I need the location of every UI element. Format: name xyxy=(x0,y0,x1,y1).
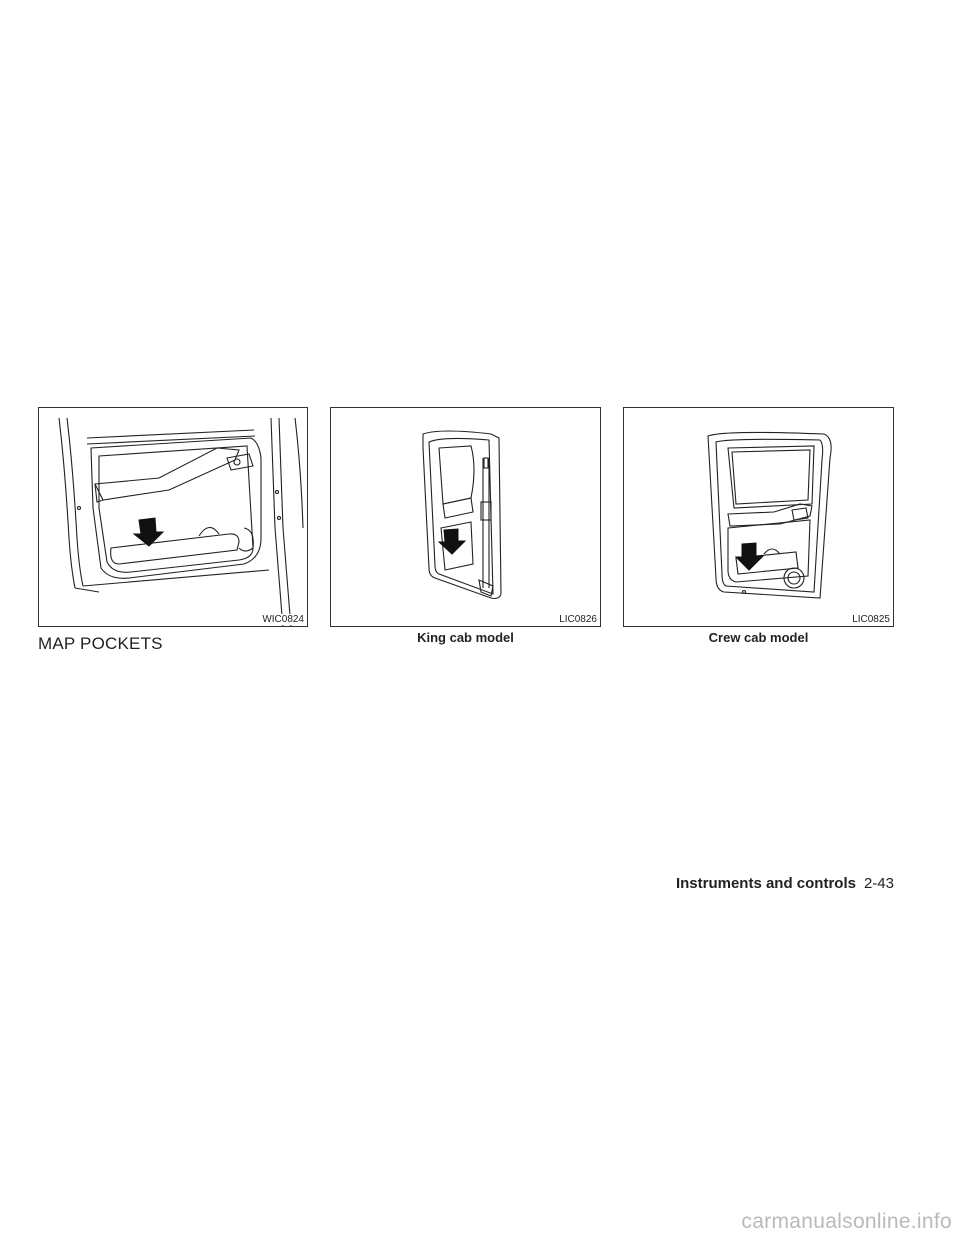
king-cab-door-illustration xyxy=(331,408,601,627)
figure-king-cab xyxy=(330,407,601,627)
footer-section-title: Instruments and controls xyxy=(675,875,856,892)
watermark: carmanualsonline.info xyxy=(741,1210,952,1233)
page-footer xyxy=(676,875,894,892)
page-number: 2-43 xyxy=(863,875,894,892)
figure-crew-cab xyxy=(623,407,894,627)
figure-caption-king-cab: King cab model xyxy=(417,630,514,645)
figure-code: LIC0826 xyxy=(559,614,597,625)
figure-caption-crew-cab: Crew cab model xyxy=(708,630,809,645)
figure-code: WIC0824 xyxy=(262,614,304,625)
crew-cab-door-illustration xyxy=(624,408,894,627)
figure-front-door xyxy=(38,407,308,627)
figure-code: LIC0825 xyxy=(852,614,890,625)
section-heading: MAP POCKETS xyxy=(38,634,163,653)
front-door-illustration xyxy=(39,408,308,627)
